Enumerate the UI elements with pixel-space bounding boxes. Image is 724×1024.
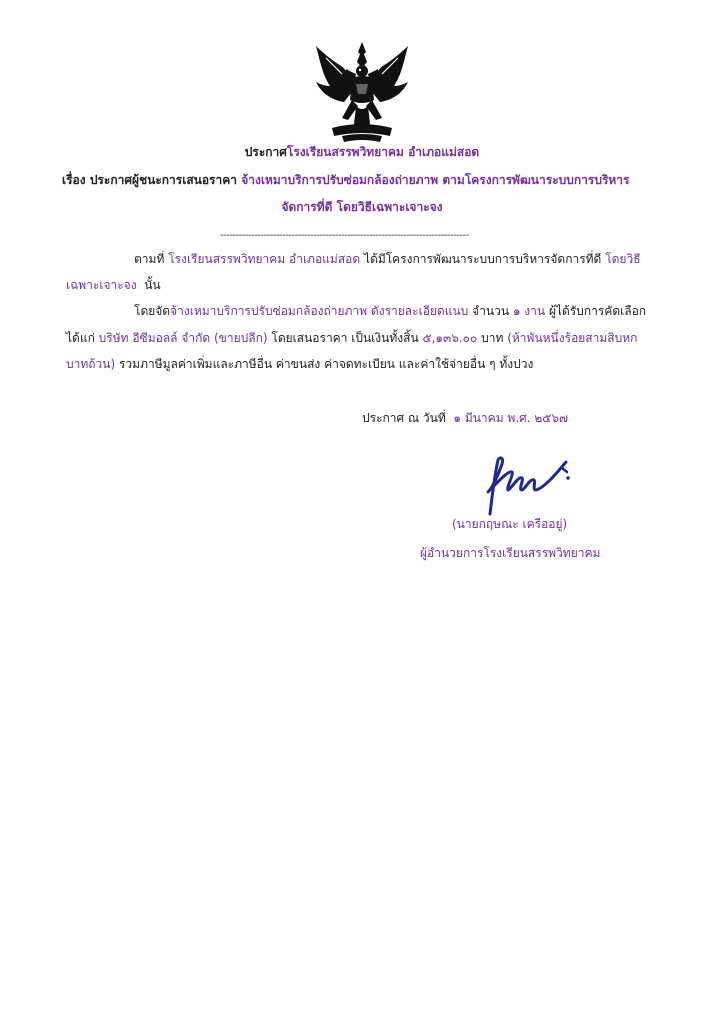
heading-organization: โรงเรียนสรรพวิทยาคม อำเภอแม่สอด (286, 145, 480, 159)
p2-offer: โดยเสนอราคา เป็นเงินทั้งสิ้น (271, 331, 419, 345)
p2-selected: ผู้ได้รับการคัดเลือก (548, 304, 647, 318)
p2-prefix: โดยจัด (134, 304, 171, 318)
announcement-heading (0, 144, 724, 160)
date-prefix: ประกาศ ณ วันที่ (362, 411, 446, 425)
p1-method: โดยวิธี (605, 252, 641, 266)
p1-organization: โรงเรียนสรรพวิทยาคม อำเภอแม่สอด (168, 252, 361, 266)
p2-winner: บริษัท อีซีมอลล์ จำกัด (ขายปลีก) (98, 331, 268, 345)
heading-prefix: ประกาศ (244, 145, 287, 159)
paragraph-1-line-2 (66, 277, 161, 293)
p2-amount: ๕,๑๓๖.๐๐ (422, 331, 478, 345)
p2-tail: รวมภาษีมูลค่าเพิ่มและภาษีอื่น ค่าขนส่ง ค่าจดทะเบียน และค่าใช้จ่ายอื่น ๆ ทั้งปวง (118, 357, 534, 371)
paragraph-1-line-1 (134, 251, 641, 267)
signer-title: ผู้อำนวยการโรงเรียนสรรพวิทยาคม (420, 546, 601, 560)
p2-winner-label: ได้แก่ (66, 331, 95, 345)
p1-middle: ได้มีโครงการพัฒนาระบบการบริหารจัดการที่ดี (363, 252, 602, 266)
p1-method-continued: เฉพาะเจาะจง (66, 278, 137, 292)
p2-amount-text-1: (ห้าพันหนึ่งร้อยสามสิบหก (507, 331, 638, 345)
garuda-emblem-icon (312, 40, 412, 144)
p2-baht: บาท (481, 331, 504, 345)
subject-line-1 (62, 172, 629, 188)
subject-label: เรื่อง (62, 173, 86, 187)
p1-end: นั้น (144, 278, 161, 292)
signature-icon (468, 448, 578, 518)
subject-title-2: จัดการที่ดี โดยวิธีเฉพาะเจาะจง (281, 200, 443, 214)
p2-qty: ๑ งาน (512, 304, 546, 318)
p2-title: จ้างเหมาบริการปรับซ่อมกล้องถ่ายภาพ ดังรายละเอียดแนบ (170, 304, 469, 318)
announcement-date (362, 410, 568, 426)
signer-name: (นายกฤษณะ เครืออยู่) (452, 517, 568, 531)
paragraph-2-line-1 (134, 303, 646, 319)
divider: -------------------------------------------------------------------------------- (220, 230, 469, 241)
p2-qty-label: จำนวน (472, 304, 510, 318)
paragraph-2-line-3 (66, 356, 533, 372)
subject-title-1: จ้างเหมาบริการปรับซ่อมกล้องถ่ายภาพ ตามโครงการพัฒนาระบบการบริหาร (241, 173, 630, 187)
p1-prefix: ตามที่ (134, 252, 165, 266)
paragraph-2-line-2 (66, 330, 637, 346)
subject-text: ประกาศผู้ชนะการเสนอราคา (89, 173, 237, 187)
p2-amount-text-2: บาทถ้วน) (66, 357, 116, 371)
date-value: ๑ มีนาคม พ.ศ. ๒๕๖๗ (453, 411, 569, 425)
